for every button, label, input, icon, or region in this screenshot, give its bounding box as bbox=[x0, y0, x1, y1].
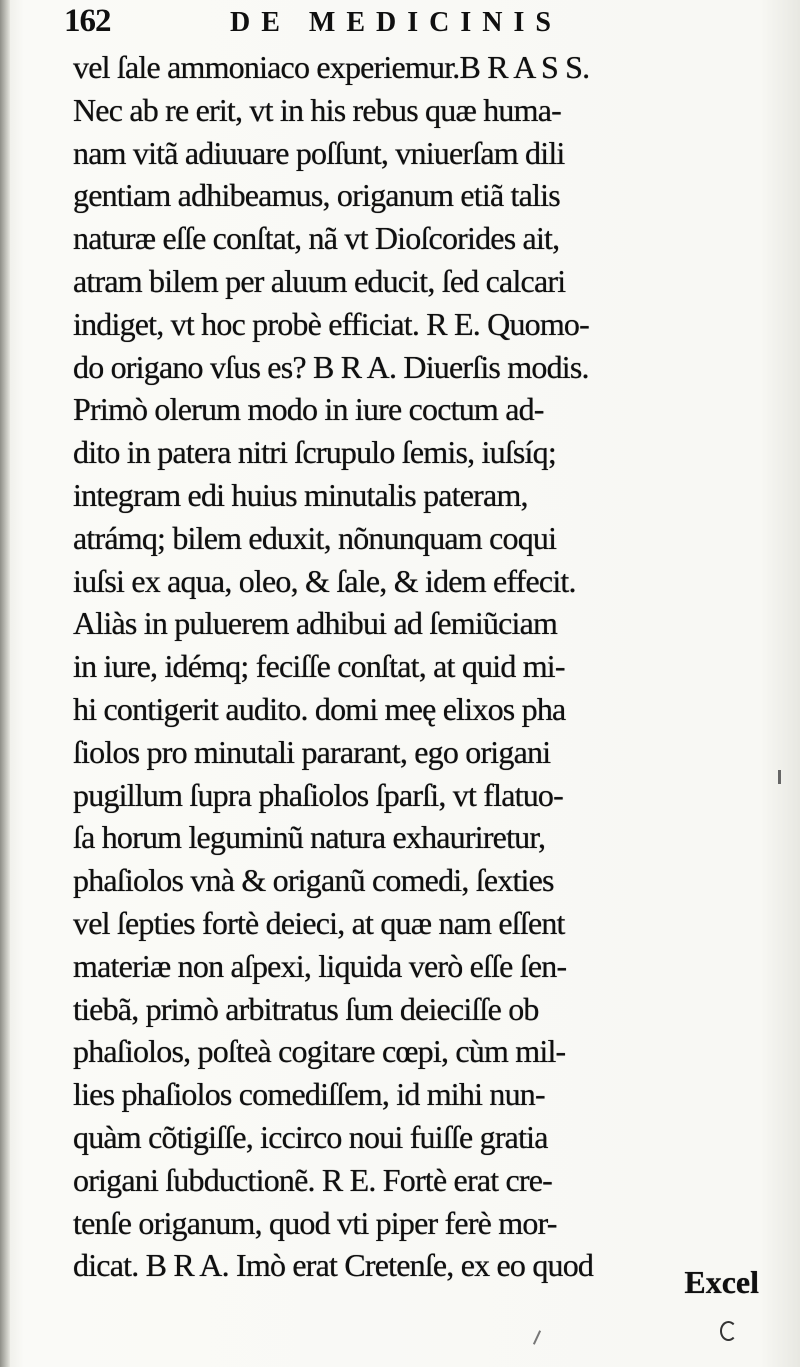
catchword: Excel bbox=[684, 1264, 759, 1300]
text-line: quàm cõtigiſſe, iccirco noui fuiſſe gratia bbox=[73, 1118, 548, 1155]
text-line: materiæ non aſpexi, liquida verò eſſe ſen- bbox=[73, 947, 567, 984]
text-line: naturæ eſſe conſtat, nã vt Dioſcorides ait, bbox=[73, 220, 560, 257]
text-line: atrámq; bilem eduxit, nõnunquam coqui bbox=[73, 519, 557, 556]
text-line: phaſiolos vnà & origanũ comedi, ſexties bbox=[73, 862, 554, 899]
text-line: dicat. B R A. Imò erat Cretenſe, ex eo quod bbox=[73, 1247, 594, 1284]
page-header bbox=[60, 3, 760, 45]
text-line: indiget, vt hoc probè efficiat. R E. Quomo- bbox=[73, 305, 589, 342]
running-head: DE MEDICINIS bbox=[230, 7, 562, 38]
text-line: Nec ab re erit, vt in his rebus quæ huma- bbox=[73, 91, 561, 128]
text-line: vel ſale ammoniaco experiemur.B R A S S. bbox=[73, 49, 590, 85]
text-line: ſiolos pro minutali pararant, ego origani bbox=[73, 733, 551, 770]
text-line: Aliàs in puluerem adhibui ad ſemiũciam bbox=[73, 605, 558, 642]
page-number: 162 bbox=[64, 3, 111, 39]
text-line: nam vitã adiuuare poſſunt, vniuerſam dili bbox=[73, 134, 565, 171]
ink-speck bbox=[778, 770, 781, 784]
text-line: iuſsi ex aqua, oleo, & ſale, & idem effecit. bbox=[73, 562, 576, 599]
text-line: origani ſubductionẽ. R E. Fortè erat cre- bbox=[73, 1161, 553, 1198]
text-line: in iure, idémq; feciſſe conſtat, at quid mi- bbox=[73, 648, 565, 685]
page-gutter-shadow bbox=[0, 0, 10, 1367]
ink-mark bbox=[720, 1321, 737, 1341]
text-line: vel ſepties fortè deieci, at quæ nam eſſent bbox=[73, 904, 565, 941]
text-line: atram bilem per aluum educit, ſed calcari bbox=[73, 262, 566, 299]
text-line: Primò olerum modo in iure coctum ad- bbox=[73, 391, 544, 428]
text-line: tenſe origanum, quod vti piper ferè mor- bbox=[73, 1204, 557, 1241]
text-line: integram edi huius minutalis pateram, bbox=[73, 476, 528, 513]
ink-speck bbox=[533, 1330, 541, 1344]
text-line: hi contigerit audito. domi meę elixos pha bbox=[73, 690, 566, 727]
text-line: ſa horum leguminũ natura exhauriretur, bbox=[73, 819, 546, 856]
text-line: do origano vſus es? B R A. Diuerſis modis. bbox=[73, 348, 589, 385]
text-line: gentiam adhibeamus, origanum etiã talis bbox=[73, 177, 560, 214]
text-line: dito in patera nitri ſcrupulo ſemis, iuſsíq; bbox=[73, 434, 556, 471]
body-text bbox=[73, 46, 763, 1287]
text-line: pugillum ſupra phaſiolos ſparſi, vt flatuo- bbox=[73, 776, 563, 813]
text-line: lies phaſiolos comediſſem, id mihi nun- bbox=[73, 1076, 545, 1113]
text-line: phaſiolos, poſteà cogitare cœpi, cùm mil- bbox=[73, 1033, 566, 1070]
text-line: tiebã, primò arbitratus ſum deieciſſe ob bbox=[73, 990, 539, 1027]
